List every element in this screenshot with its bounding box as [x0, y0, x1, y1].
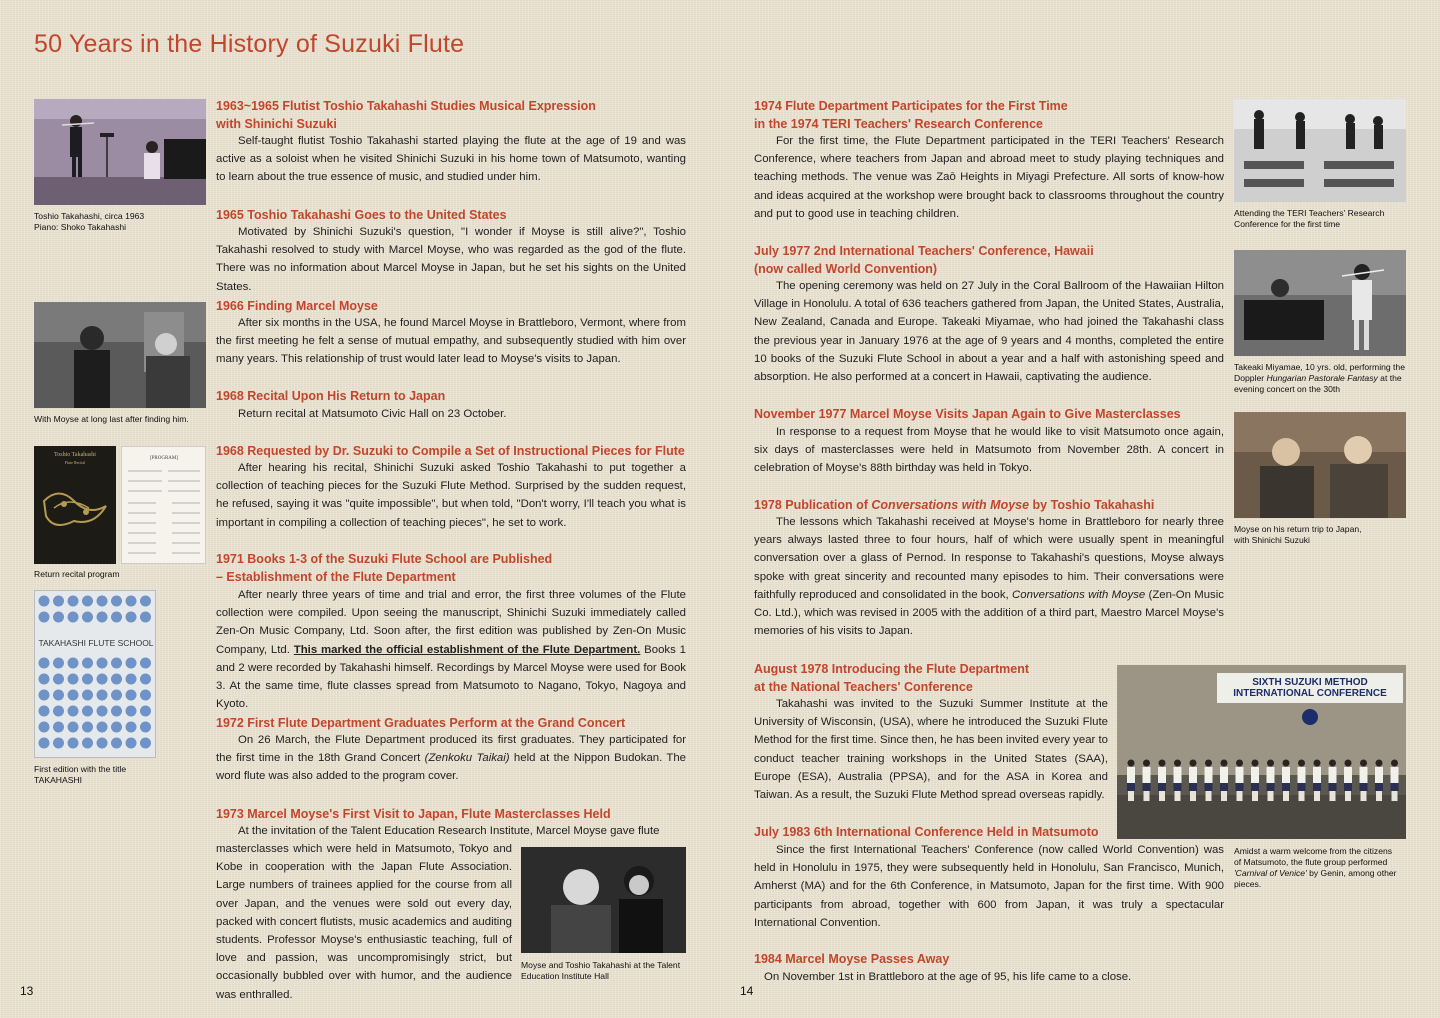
photo-recital-program-cover	[34, 446, 116, 564]
caption-photo-3: Return recital program	[34, 569, 120, 579]
cover-dot	[39, 612, 50, 623]
cover-dot	[111, 658, 122, 669]
section-title-1966: 1966 Finding Marcel Moyse	[216, 299, 378, 313]
section-body-1965: Motivated by Shinichi Suzuki's question, "I wonder if Moyse is still alive?", Toshio Takahashi resolved to study with Marcel Moyse, who was regarded as the god of the flute. There was no information about Marcel Moyse in Japan, but he set his sights on the United States.	[216, 226, 686, 293]
section-body-1978-national: Takahashi was invited to the Suzuki Summer Institute at the University of Wisconsin, (USA), where he introduced the Suzuki Flute Method for the first time. Since then, he has been invited every year to conduct teacher training workshops in the United States (SAA), Europe (ESA), Australia (PPSA), and for the ASA in Korea and Taiwan. As a result, the Suzuki Flute Method spread overseas rapidly.	[754, 698, 1108, 802]
cover-dot	[39, 738, 50, 749]
section-title-1984: 1984 Marcel Moyse Passes Away	[754, 952, 950, 966]
section-title-1973: 1973 Marcel Moyse's First Visit to Japan, Flute Masterclasses Held	[216, 807, 611, 821]
photo-recital-program-page	[121, 446, 206, 564]
cover-dot	[97, 690, 108, 701]
cover-dot	[111, 612, 122, 623]
section-body-1978-publication: The lessons which Takahashi received at Moyse's home in Brattleboro for nearly three years always lasted three to four hours, half of which were usually spent in meaningful conversation over a glass of Pernod. In response to Takahashi's questions, Moyse always spoke with great sincerity and recounted many episodes to him. Their conversations were faithfully reproduced and consolidated in the book, Conversations with Moyse (Zen-On Music Co. Ltd.), which was revised in 2005 with the addition of a third part, Maestro Marcel Moyse's memories of his visits to Japan.	[754, 516, 1224, 638]
cover-dot	[68, 612, 79, 623]
cover-dot	[82, 612, 93, 623]
cover-dot	[140, 690, 151, 701]
cover-dot	[82, 690, 93, 701]
section-title-1977-hawaii: July 1977 2nd International Teachers' Conference, Hawaii (now called World Convention)	[754, 244, 1094, 276]
photo-first-edition-cover	[34, 590, 156, 758]
caption-photo-4: First edition with the title TAKAHASHI	[34, 764, 127, 785]
cover-dot	[140, 658, 151, 669]
section-body-1972: On 26 March, the Flute Department produced its first graduates. They participated for the first time in the 18th Grand Concert (Zenkoku Taikai) held at the Nippon Budokan. The word flute was also added to the program cover.	[216, 734, 687, 783]
photo-moyse-and-takahashi	[521, 847, 686, 953]
cover-dot	[97, 706, 108, 717]
section-title-1978-publication: 1978 Publication of Conversations with Moyse by Toshio Takahashi	[754, 498, 1155, 512]
caption-photo-5: Moyse and Toshio Takahashi at the Talent Education Institute Hall	[521, 960, 681, 981]
cover-dot	[82, 738, 93, 749]
cover-dot	[53, 674, 64, 685]
cover-dot	[126, 738, 137, 749]
cover-dot	[82, 596, 93, 607]
section-body-1977-masterclasses: In response to a request from Moyse that he would like to visit Matsumoto once again, six days of masterclasses were held in Matsumoto from November 28th. A concert in celebration of Moyse's 88th birthday was held in Tokyo.	[754, 426, 1224, 475]
cover-dot	[53, 596, 64, 607]
cover-dot	[53, 706, 64, 717]
cover-dot	[82, 658, 93, 669]
cover-dot	[126, 658, 137, 669]
cover-dot	[53, 738, 64, 749]
section-title-1978-national: August 1978 Introducing the Flute Department at the National Teachers' Conference	[754, 662, 1030, 694]
section-body-1971: After nearly three years of time and trial and error, the first three volumes of the Flute collection were compiled. Upon seeing the manuscript, Shinichi Suzuki immediately called Zen-On Music Company, Ltd. Soon after, the first edition was published by Zen-On Music Company, Ltd. This marked the official establishment of the Flute Department. Books 1 and 2 were recorded by Takahashi himself. Recordings by Marcel Moyse were used for Book 3. At the same time, flute classes spread from Matsumoto to Nagano, Tokyo, Nagoya and Kyoto.	[216, 589, 686, 711]
cover-dot	[68, 674, 79, 685]
section-body-1968-recital: Return recital at Matsumoto Civic Hall on 23 October.	[238, 408, 507, 420]
svg-text:Flute Recital: Flute Recital	[64, 460, 86, 465]
cover-dot	[53, 612, 64, 623]
caption-photo-2: With Moyse at long last after finding him.	[34, 414, 189, 424]
cover-dot	[68, 706, 79, 717]
cover-dot	[97, 596, 108, 607]
section-body-1973-rest: masterclasses which were held in Matsumoto, Tokyo and Kobe in cooperation with the Japan Flute Association. Large numbers of trainees applied for the course from all over Japan, and the venues were sold out every day, packed with concert flutists, music academics and auditing students. Professor Moyse's enthusiastic teaching, full of love and passion, was uncompromisingly strict, but occasionally bubbled over with humor, and the audience was enthralled.	[216, 843, 512, 1001]
photo-takahashi-1963	[34, 99, 206, 205]
section-title-1965: 1965 Toshio Takahashi Goes to the United States	[216, 208, 507, 222]
cover-dot	[82, 722, 93, 733]
page-number-left: 13	[20, 984, 34, 998]
cover-dot	[140, 722, 151, 733]
section-title-1968-recital: 1968 Recital Upon His Return to Japan	[216, 389, 446, 403]
cover-dot	[39, 690, 50, 701]
cover-dot	[39, 658, 50, 669]
cover-dot	[111, 674, 122, 685]
section-title-1977-masterclasses: November 1977 Marcel Moyse Visits Japan Again to Give Masterclasses	[754, 407, 1181, 421]
cover-dot	[111, 690, 122, 701]
banner-line-1: SIXTH SUZUKI METHOD	[1252, 677, 1368, 688]
cover-dot	[97, 612, 108, 623]
cover-dot	[53, 658, 64, 669]
photo-miyamae-performing	[1234, 250, 1406, 356]
cover-dot	[68, 658, 79, 669]
cover-dot	[126, 722, 137, 733]
cover-dot	[39, 706, 50, 717]
cover-dot	[97, 722, 108, 733]
photo-with-moyse	[34, 302, 206, 408]
cover-dot	[111, 596, 122, 607]
cover-dot	[53, 722, 64, 733]
section-body-1977-hawaii: The opening ceremony was held on 27 July in the Coral Ballroom of the Hawaiian Hilton Village in Honolulu. A total of 636 teachers gathered from Japan, the United States, Australia, New Zealand, Canada and Europe. Takeaki Miyamae, who had joined the Takahashi class the previous year in January 1976 at the age of 9 years and 4 months, completed the entire 10 books of the Suzuki Flute School in about a year and a half with astonishing speed and absorption. He also performed at a concert in Hawaii, captivating the audience.	[754, 280, 1224, 384]
cover-dot	[97, 674, 108, 685]
cover-dot	[82, 674, 93, 685]
section-body-1974: For the first time, the Flute Department participated in the TERI Teachers' Research Conference, where teachers from Japan and abroad meet to study playing techniques and teaching methods. The venue was Zaō Heights in Miyagi Prefecture. All sorts of know-how and ideas acquired at the workshop were brought back to classrooms throughout the country and put to good use in teaching children.	[754, 135, 1224, 220]
cover-dot	[126, 674, 137, 685]
section-body-1973-first: At the invitation of the Talent Education Research Institute, Marcel Moyse gave flute	[238, 825, 660, 837]
cover-dot	[126, 706, 137, 717]
section-title-1974: 1974 Flute Department Participates for the First Time in the 1974 TERI Teachers' Research Conference	[754, 99, 1068, 131]
cover-dot	[111, 722, 122, 733]
cover-dot	[140, 738, 151, 749]
svg-text:Toshio Takahashi: Toshio Takahashi	[54, 452, 96, 458]
cover-dot	[68, 596, 79, 607]
cover-dot	[111, 706, 122, 717]
cover-dot	[140, 612, 151, 623]
section-title-1971: 1971 Books 1-3 of the Suzuki Flute School are Published – Establishment of the Flute Department	[216, 552, 553, 584]
section-title-1963: 1963~1965 Flutist Toshio Takahashi Studies Musical Expression with Shinichi Suzuki	[216, 99, 596, 131]
cover-dot	[111, 738, 122, 749]
cover-dot	[140, 596, 151, 607]
cover-dot	[39, 722, 50, 733]
program-heading: [PROGRAM]	[149, 456, 179, 461]
caption-photo-6: Attending the TERI Teachers' Research Conference for the first time	[1234, 208, 1385, 229]
book-cover-title: TAKAHASHI FLUTE SCHOOL	[38, 638, 154, 648]
section-title-1972: 1972 First Flute Department Graduates Perform at the Grand Concert	[216, 716, 626, 730]
cover-dot	[126, 690, 137, 701]
section-body-1984: On November 1st in Brattleboro at the age of 95, his life came to a close.	[764, 971, 1132, 983]
cover-dot	[126, 612, 137, 623]
section-body-1983: Since the first International Teachers' Conference (now called World Convention) was held in Honolulu in 1975, they were subsequently held in Honolulu, San Francisco, Munich, Amherst (MA) and for the 6th Conference, in Matsumoto, Japan for the first time. With 900 participants from abroad, together with 600 from Japan, it was truly a spectacular International Convention.	[754, 844, 1224, 929]
section-body-1963: Self-taught flutist Toshio Takahashi started playing the flute at the age of 19 and was active as a soloist when he visited Shinichi Suzuki in his home town of Matsumoto, wanting to learn about the true essence of music, and studied under him.	[216, 135, 686, 184]
cover-dot	[97, 738, 108, 749]
caption-photo-8: Moyse on his return trip to Japan, with Shinichi Suzuki	[1234, 524, 1362, 545]
cover-dot	[140, 706, 151, 717]
cover-dot	[39, 674, 50, 685]
section-body-1966: After six months in the USA, he found Marcel Moyse in Brattleboro, Vermont, where from the first meeting he felt a sense of mutual empathy, and subsequently studied with him over many years. This relationship of trust would later lead to Moyse's visits to Japan.	[216, 317, 686, 366]
cover-dot	[39, 596, 50, 607]
cover-dot	[68, 690, 79, 701]
cover-dot	[53, 690, 64, 701]
banner-line-2: INTERNATIONAL CONFERENCE	[1233, 688, 1387, 699]
photo-teri-conference	[1234, 99, 1406, 202]
cover-dot	[82, 706, 93, 717]
cover-dot	[126, 596, 137, 607]
photo-moyse-with-suzuki	[1234, 412, 1406, 518]
section-title-1968-request: 1968 Requested by Dr. Suzuki to Compile a Set of Instructional Pieces for Flute	[216, 444, 685, 458]
page-title: 50 Years in the History of Suzuki Flute	[34, 30, 465, 58]
cover-dot	[68, 722, 79, 733]
caption-photo-1: Toshio Takahashi, circa 1963 Piano: Shoko Takahashi	[34, 211, 145, 232]
section-title-1983: July 1983 6th International Conference Held in Matsumoto	[754, 825, 1099, 839]
cover-dot	[140, 674, 151, 685]
caption-photo-9: Amidst a warm welcome from the citizens of Matsumoto, the flute group performed 'Carnival of Venice' by Genin, among other pieces.	[1234, 846, 1397, 889]
caption-photo-7: Takeaki Miyamae, 10 yrs. old, performing the Doppler Hungarian Pastorale Fantasy at the evening concert on the 30th	[1234, 362, 1405, 394]
cover-dot	[68, 738, 79, 749]
cover-dot	[97, 658, 108, 669]
page-number-right: 14	[740, 984, 754, 998]
section-body-1968-request: After hearing his recital, Shinichi Suzuki asked Toshio Takahashi to put together a collection of teaching pieces for the Suzuki Flute Method. Surprised by the sudden request, he refused, saying it was "quite impossible", but when told, "Don't worry, I'll teach you what is important in compiling a collection of teaching pieces", he set to work.	[216, 462, 686, 529]
photo-sixth-conference	[1117, 665, 1406, 839]
